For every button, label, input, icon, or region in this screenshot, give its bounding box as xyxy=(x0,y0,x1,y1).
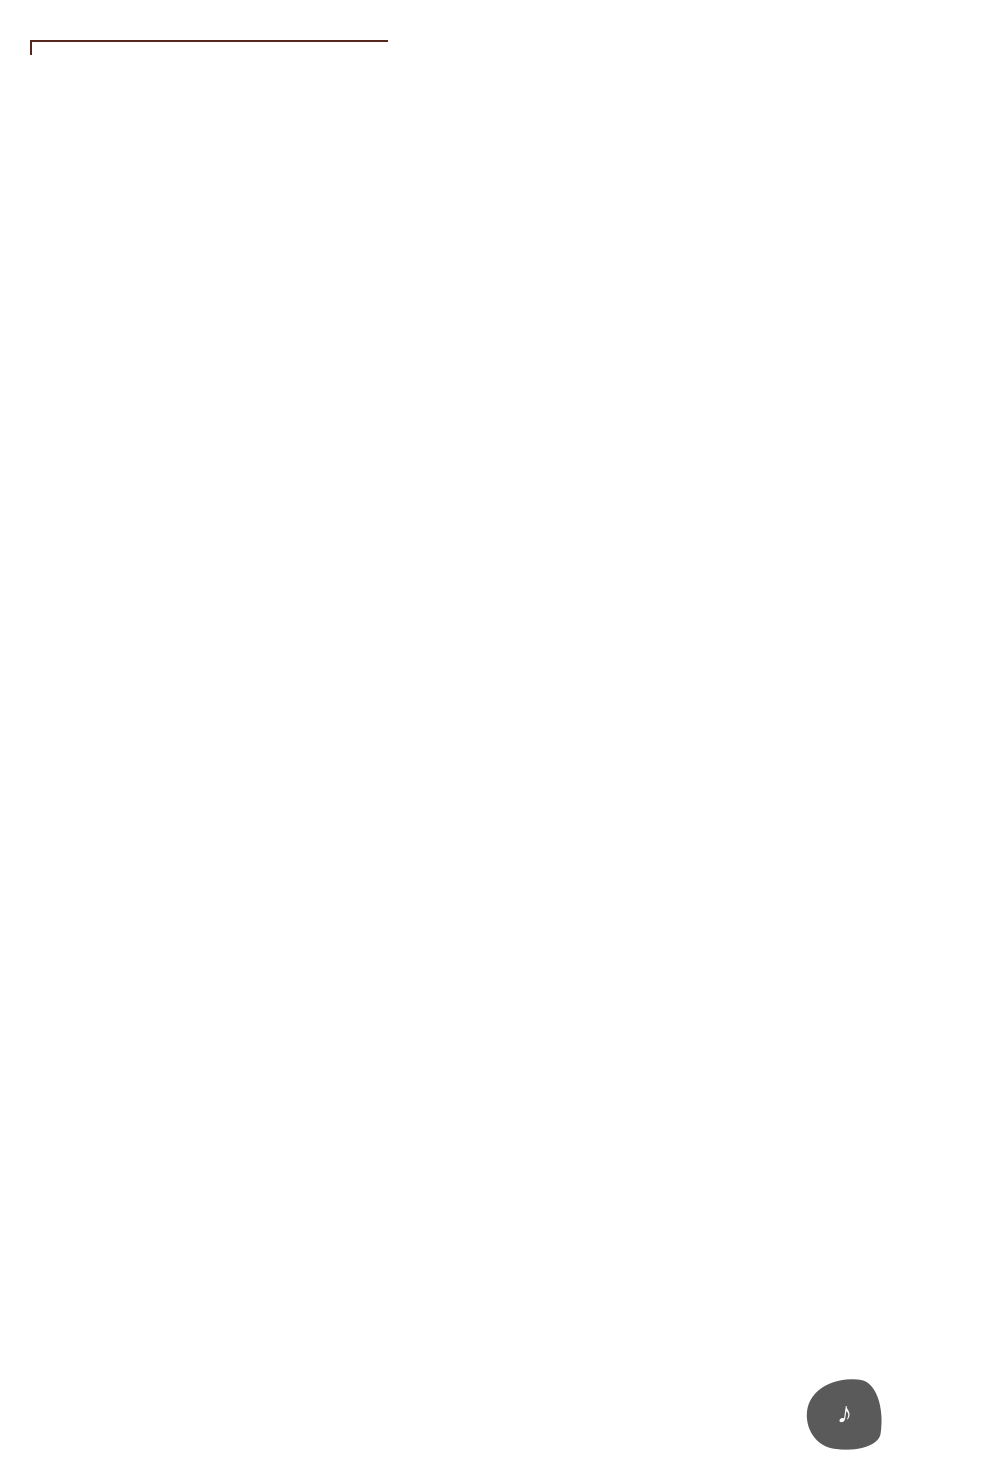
site-logo xyxy=(745,1376,995,1476)
volta-bracket xyxy=(30,40,388,55)
guitar-pick-logo-icon xyxy=(802,1373,887,1455)
music-note-icon: ♪ xyxy=(835,1396,855,1431)
